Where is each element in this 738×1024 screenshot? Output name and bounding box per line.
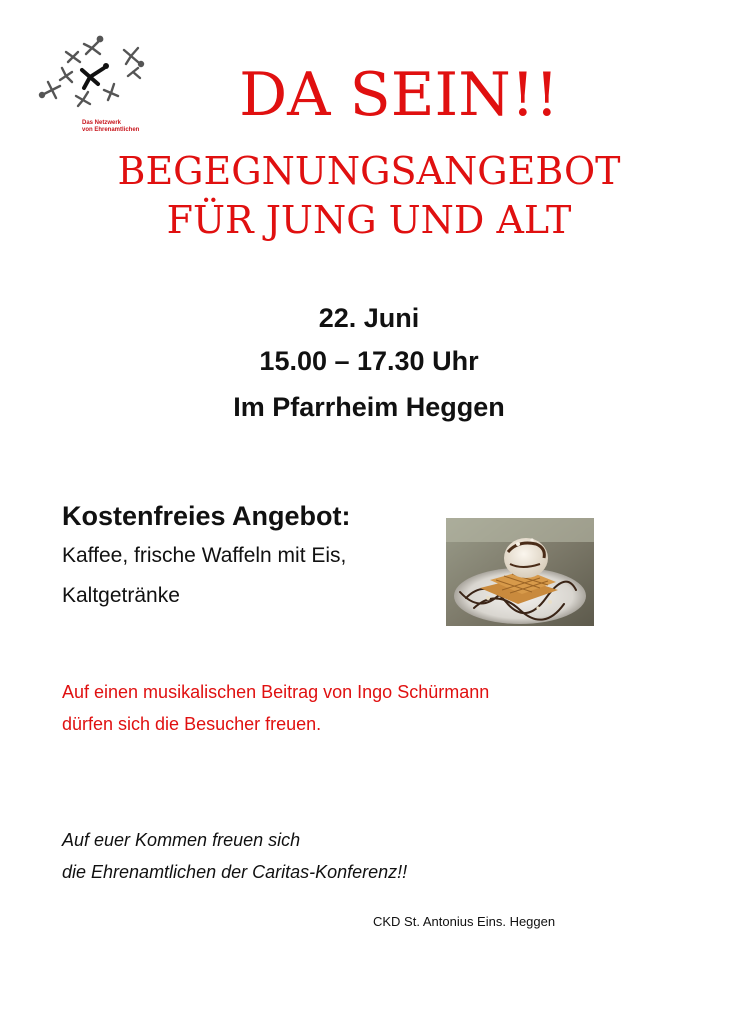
closing-line-1: Auf euer Kommen freuen sich	[62, 830, 301, 850]
event-date: 22. Juni	[318, 303, 420, 333]
offer-line-2: Kaltgetränke	[62, 584, 180, 607]
page-title: DA SEIN!!	[239, 60, 559, 130]
music-line-1: Auf einen musikalischen Beitrag von Ingo Schürmann	[62, 682, 490, 702]
music-line-2: dürfen sich die Besucher freuen.	[62, 714, 322, 734]
logo-caption-line-1: Das Netzwerk	[82, 120, 122, 126]
page-subtitle-line-1: BEGEGNUNGSANGEBOT	[117, 149, 621, 193]
offer-line-1: Kaffee, frische Waffeln mit Eis,	[62, 544, 347, 567]
offer-heading: Kostenfreies Angebot:	[62, 501, 351, 531]
closing-line-2: die Ehrenamtlichen der Caritas-Konferenz!!	[62, 862, 408, 882]
footer-organization: CKD St. Antonius Eins. Heggen	[373, 914, 556, 929]
event-time: 15.00 – 17.30 Uhr	[259, 346, 479, 376]
logo-caption-line-2: von Ehrenamtlichen	[82, 127, 140, 133]
event-place: Im Pfarrheim Heggen	[233, 392, 505, 422]
page-subtitle-line-2: FÜR JUNG UND ALT	[166, 198, 572, 242]
waffles-with-ice-cream-photo	[446, 518, 594, 626]
